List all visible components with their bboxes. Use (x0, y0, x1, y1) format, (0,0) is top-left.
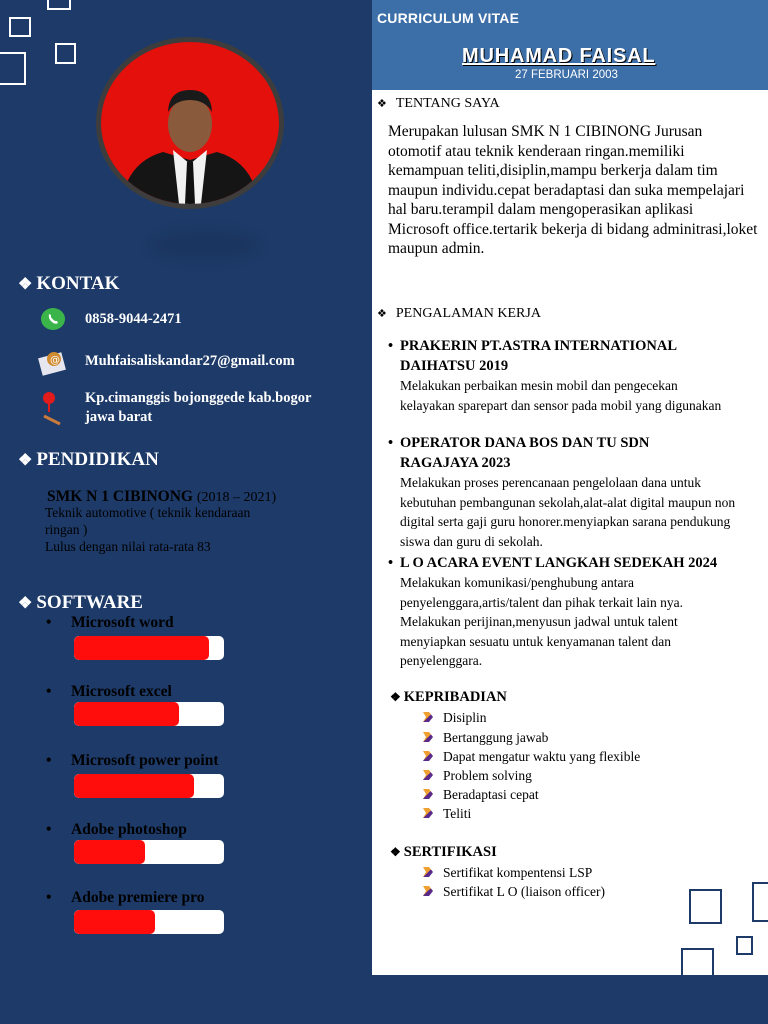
personality-heading: ❖ KEPRIBADIAN (390, 689, 507, 705)
decor-square (752, 882, 768, 922)
education-heading: ❖ PENDIDIKAN (18, 449, 159, 470)
job-description: Melakukan proses perencanaan pengelolaan dana untuk kebutuhan pembangunan sekolah,alat-alat digital maupun non digital serta gaji guru honorer.menyiapkan sarana pendukung siswa dan guru di sekolah. (400, 475, 736, 549)
whatsapp-icon (40, 307, 66, 331)
arrow-bullet-icon (423, 751, 433, 761)
experience-heading: ❖ PENGALAMAN KERJA (377, 306, 541, 321)
decor-square (9, 17, 31, 37)
list-item: Bertanggung jawab (423, 730, 548, 746)
decor-square (47, 0, 71, 10)
school-name: SMK N 1 CIBINONG (47, 488, 193, 505)
decor-square (689, 889, 722, 924)
software-item: • Microsoft excel (46, 683, 172, 700)
arrow-bullet-icon (423, 867, 433, 877)
about-heading: ❖ TENTANG SAYA (377, 96, 500, 111)
job-title-cont: DAIHATSU 2019 (400, 358, 509, 374)
date-of-birth: 27 FEBRUARI 2003 (515, 69, 618, 81)
list-item: Dapat mengatur waktu yang flexible (423, 749, 640, 765)
skill-bar-fill (74, 774, 194, 798)
job-title: • OPERATOR DANA BOS DAN TU SDN (388, 435, 650, 451)
software-item: • Microsoft word (46, 614, 174, 631)
profile-photo (101, 42, 279, 204)
skill-bar-fill (74, 636, 209, 660)
skill-bar (74, 636, 224, 660)
photo-shadow (150, 230, 260, 260)
education-major-line-2: ringan ) (45, 522, 88, 537)
about-text: Merupakan lulusan SMK N 1 CIBINONG Jurusan otomotif atau teknik kenderaan ringan.memiliki kemampuan teliti,disiplin,mampu berkerja dalam tim maupun individu.cepat beradaptasi dan suka mempelajari hal baru.terampil dalam mengoperasikan aplikasi Microsoft office.tertarik bekerja di bidang adminitrasi,loket maupun admin. (388, 123, 758, 257)
decor-square (55, 43, 76, 64)
arrow-bullet-icon (423, 732, 433, 742)
job-description: Melakukan perbaikan mesin mobil dan pengecekan kelayakan sparepart dan sensor pada mobil yang digunakan (400, 378, 722, 413)
arrow-bullet-icon (423, 886, 433, 896)
address-line-1: Kp.cimanggis bojonggede kab.bogor (85, 390, 312, 406)
skill-bar-fill (74, 702, 179, 726)
skill-bar (74, 702, 224, 726)
software-item: • Adobe premiere pro (46, 889, 205, 906)
arrow-bullet-icon (423, 789, 433, 799)
certification-heading: ❖ SERTIFIKASI (390, 844, 497, 860)
decor-square (0, 52, 26, 85)
skill-bar-fill (74, 910, 155, 934)
contact-heading: ❖ KONTAK (18, 273, 120, 294)
list-item: Beradaptasi cepat (423, 787, 539, 803)
software-item: • Adobe photoshop (46, 821, 187, 838)
list-item: Problem solving (423, 768, 532, 784)
arrow-bullet-icon (423, 712, 433, 722)
phone-number: 0858-9044-2471 (85, 311, 182, 327)
skill-bar (74, 910, 224, 934)
location-pin-icon (40, 390, 64, 426)
list-item: Disiplin (423, 710, 487, 726)
email-address: Muhfaisaliskandar27@gmail.com (85, 353, 295, 369)
skill-bar (74, 774, 224, 798)
school-years: (2018 – 2021) (196, 490, 277, 505)
education-school (47, 488, 276, 506)
education-grade: Lulus dengan nilai rata-rata 83 (45, 539, 211, 554)
job-title: • PRAKERIN PT.ASTRA INTERNATIONAL (388, 338, 678, 354)
svg-text:@: @ (50, 355, 60, 366)
job-description: Melakukan komunikasi/penghubung antara penyelenggara,artis/talent dan pihak terkait lain nya. Melakukan perijinan,menyusun jadwal untuk talent menyiapkan sesuatu untuk kenyamanan talent dan penyelenggara. (400, 575, 684, 668)
job-title-cont: RAGAJAYA 2023 (400, 455, 511, 471)
list-item: Teliti (423, 806, 471, 822)
education-major-line-1: Teknik automotive ( teknik kendaraan (45, 505, 251, 520)
decor-square (681, 948, 714, 983)
list-item: Sertifikat L O (liaison officer) (423, 884, 605, 900)
email-icon (38, 347, 68, 377)
decor-square (736, 936, 753, 955)
software-heading: ❖ SOFTWARE (18, 592, 143, 613)
arrow-bullet-icon (423, 770, 433, 780)
software-item: • Microsoft power point (46, 752, 219, 769)
person-name: MUHAMAD FAISAL (462, 45, 656, 67)
job-title: • L O ACARA EVENT LANGKAH SEDEKAH 2024 (388, 555, 718, 571)
skill-bar-fill (74, 840, 145, 864)
list-item: Sertifikat kompentensi LSP (423, 865, 592, 881)
cv-title: CURRICULUM VITAE (377, 10, 520, 26)
skill-bar (74, 840, 224, 864)
address-line-2: jawa barat (85, 409, 153, 425)
arrow-bullet-icon (423, 808, 433, 818)
address (85, 389, 311, 427)
